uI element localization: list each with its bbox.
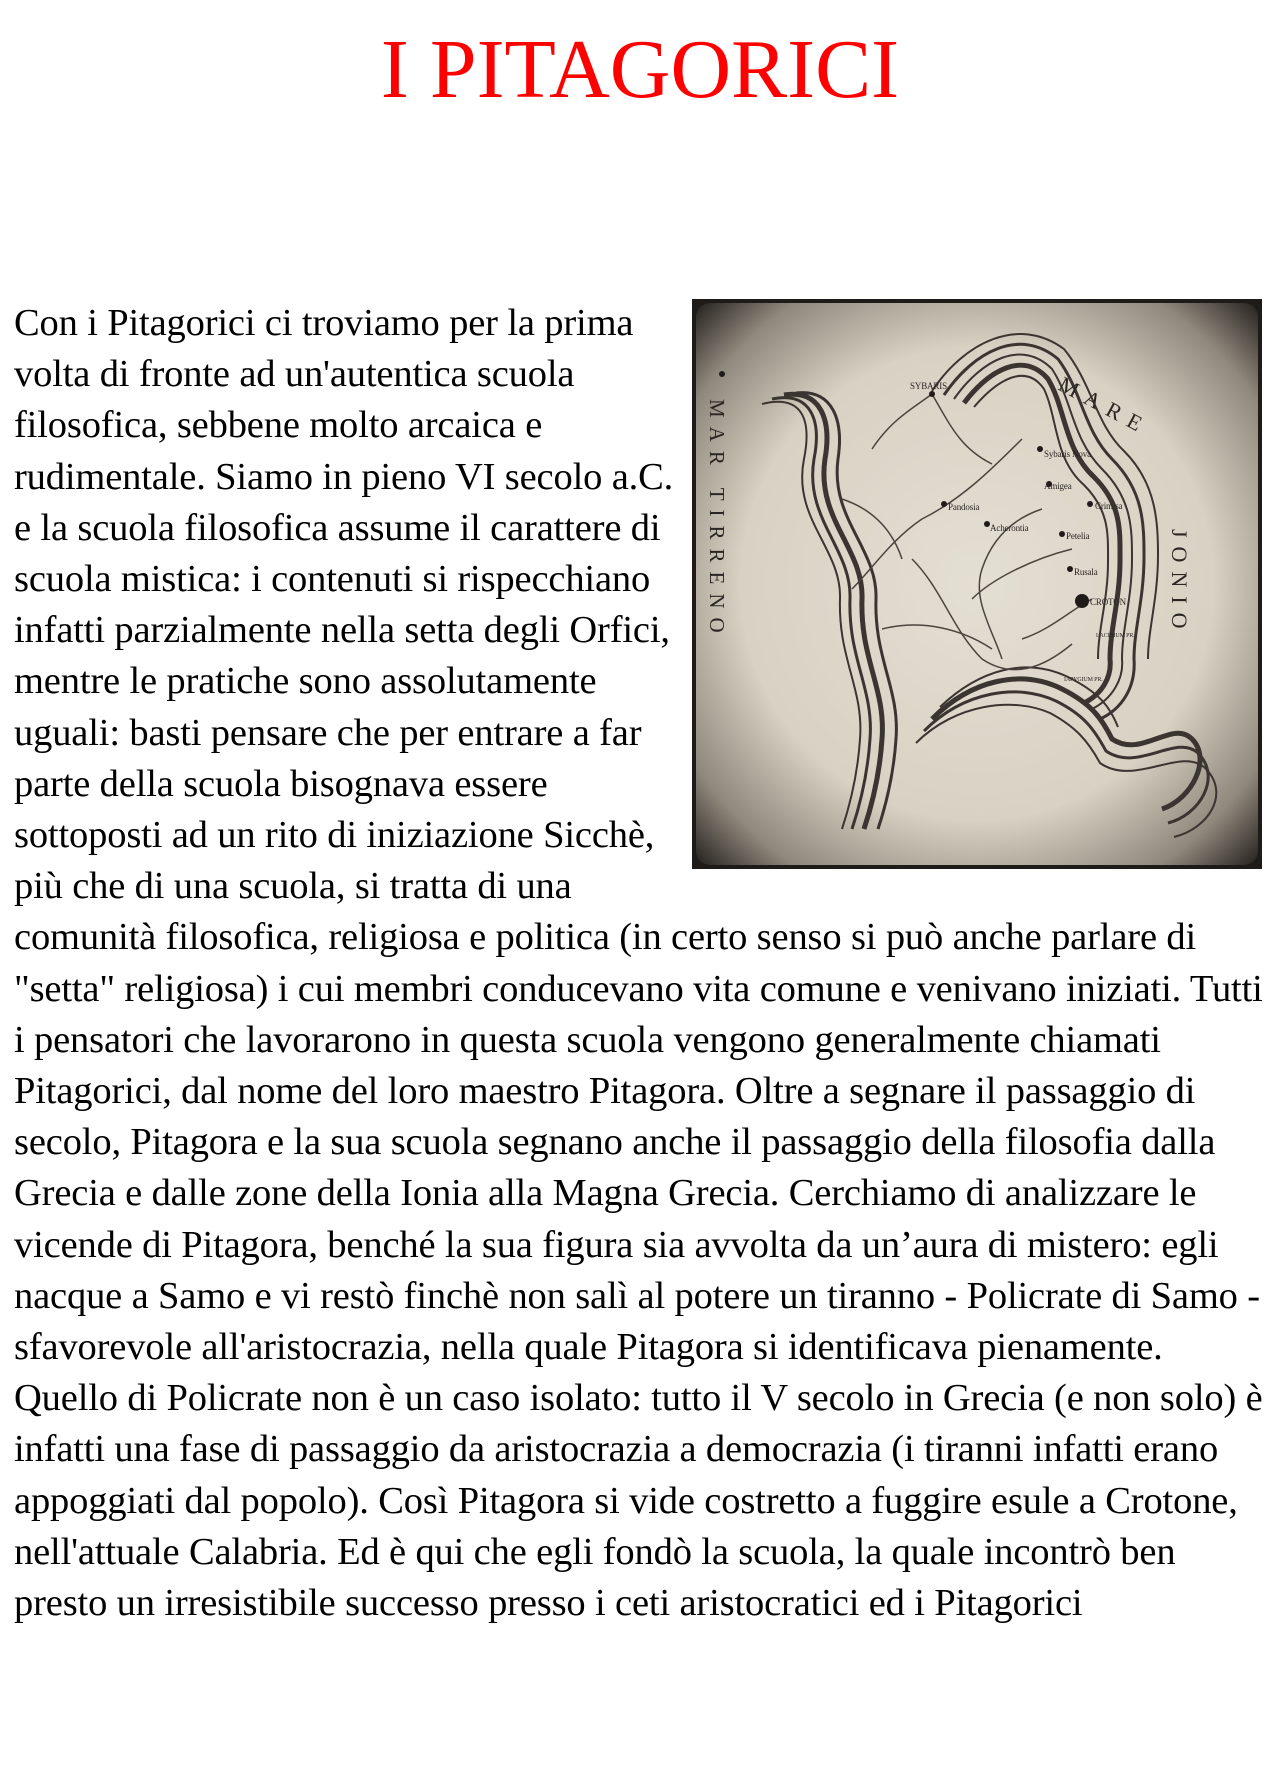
place-rusala: Rusala — [1074, 567, 1098, 577]
place-pandosia: Pandosia — [948, 502, 980, 512]
sea-label-mare: MARE — [1054, 371, 1155, 441]
sea-label-jonio: JONIO — [1167, 529, 1192, 638]
place-crimisa: Crimisa — [1095, 501, 1123, 511]
map-image — [692, 299, 1270, 873]
place-sybaris-nova: Sybaris Nova — [1044, 449, 1091, 459]
paragraph-text: Con i Pitagorici ci troviamo per la prima volta di fronte ad un'autentica scuola filosofica, sebbene molto arcaica e rudimentale. Siamo in pieno VI secolo a.C. e la scuola filosofica assume il carattere di scuola mistica: i contenuti si rispecchiano infatti parzialmente nella setta degli Orfici, mentre le pratiche sono assolutamente uguali: basti pensare che per entrare a far parte della scuola bisognava essere sottoposti ad un rito di iniziazione Sicchè, più che di una scuola, si tratta di una comunità filosofica, religiosa e politica (in certo senso si può anche parlare di "setta" religiosa) i cui membri conducevano vita comune e venivano iniziati. Tutti i pensatori che lavorarono in questa scuola vengono generalmente chiamati Pitagorici, dal nome del loro maestro Pitagora. Oltre a segnare il passaggio di secolo, Pitagora e la sua scuola segnano anche il passaggio della filosofia dalla Grecia e dalle zone della Ionia alla Magna Grecia. Cerchiamo di analizzare le vicende di Pitagora, benché la sua figura sia avvolta da un’aura di mistero: egli nacque a Samo e vi restò finchè non salì al potere un tiranno - Policrate di Samo - sfavorevole all'aristocrazia, nella quale Pitagora si identificava pienamente. Quello di Policrate non è un caso isolato: tutto il V secolo in Grecia (e non solo) è infatti una fase di passaggio da aristocrazia a democrazia (i tiranni infatti erano appoggiati dal popolo). Così Pitagora si vide costretto a fuggire esule a Crotone, nell'attuale Calabria. Ed è qui che egli fondò la scuola, la quale incontrò ben presto un irresistibile successo presso i ceti aristocratici ed i Pitagorici — [14, 302, 1263, 1625]
map-illustration — [692, 299, 1262, 869]
place-petelia: Petelia — [1066, 531, 1090, 541]
article-body — [14, 298, 1276, 1629]
place-sybaris: SYBARIS — [910, 381, 947, 391]
sea-label-tirreno: MAR TIRRENO — [705, 399, 729, 642]
page-title: I PITAGORICI — [380, 23, 900, 116]
place-amigea: Amigea — [1044, 481, 1072, 491]
place-lacinium: LACINIUM PR. — [1096, 633, 1135, 639]
place-croton: CROTON — [1090, 597, 1126, 607]
place-iapygium: IAPYGIUM PR. — [1064, 677, 1103, 683]
place-acherontia: Acherontia — [990, 523, 1029, 533]
